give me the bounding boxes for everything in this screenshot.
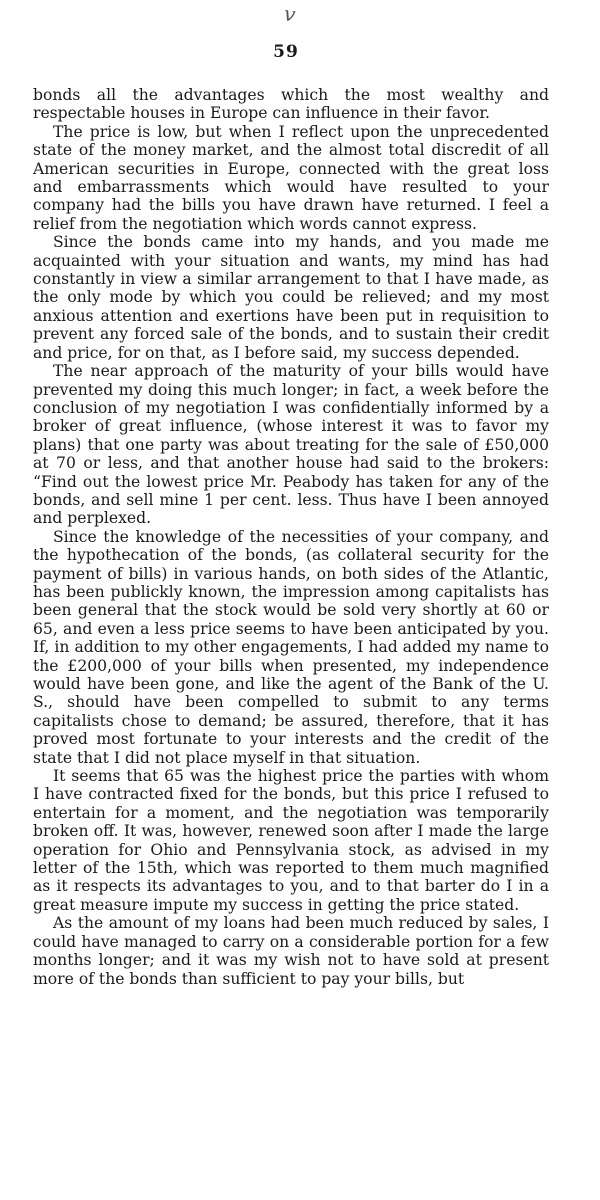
paragraph: Since the bonds came into my hands, and you made me acquainted with your situation and wants, my mind has had constantly in view a similar arrangement to that I have made, as the only mode by which you could be relieved; and my most anxious attention and exertions have been put in requisition to prevent any forced sale of the bonds, and to sustain their credit and price, for on that, as I before said, my success depended.: [33, 233, 549, 362]
paragraph: Since the knowledge of the necessities of your company, and the hypothecation of the bonds, (as collateral security for the payment of bills) in various hands, on both sides of the Atlantic, has been publickly known, the impression among capitalists has been general that the stock would be sold very shortly at 60 or 65, and even a less price seems to have been anticipated by you. If, in addition to my other engagements, I had added my name to the £200,000 of your bills when presented, my independence would have been gone, and like the agent of the Bank of the U. S., should have been compelled to submit to any terms capitalists chose to demand; be assured, therefore, that it has proved most fortunate to your interests and the credit of the state that I did not place myself in that situation.: [33, 527, 549, 767]
paragraph: It seems that 65 was the highest price the parties with whom I have contracted fixed for the bonds, but this price I refused to entertain for a moment, and the negotiation was temporarily broken off. It was, however, renewed soon after I made the large operation for Ohio and Pennsylvania stock, as advised in my letter of the 15th, which was reported to them much magnified as it respects its advantages to you, and to that barter do I in a great measure impute my success in getting the price stated.: [33, 767, 549, 914]
paragraph-continuation: bonds all the advantages which the most wealthy and respectable houses in Europe can influence in their favor.: [33, 86, 549, 123]
paragraph: As the amount of my loans had been much reduced by sales, I could have managed to carry on a considerable portion for a few months longer; and it was my wish not to have sold at present more of the bonds than sufficient to pay your bills, but: [33, 914, 549, 988]
page-number: 59: [273, 42, 299, 62]
handwritten-mark: v: [282, 1, 297, 27]
body-text: [33, 86, 549, 988]
paragraph: The price is low, but when I reflect upon the unprecedented state of the money market, and the almost total discredit of all American securities in Europe, connected with the great loss and embarrassments which would have resulted to your company had the bills you have drawn have returned. I feel a relief from the negotiation which words cannot express.: [33, 122, 549, 233]
paragraph: The near approach of the maturity of your bills would have prevented my doing this much longer; in fact, a week before the conclusion of my negotiation I was confidentially informed by a broker of great influence, (whose interest it was to favor my plans) that one party was about treating for the sale of £50,000 at 70 or less, and that another house had said to the brokers: “Find out the lowest price Mr. Peabody has taken for any of the bonds, and sell mine 1 per cent. less. Thus have I been annoyed and perplexed.: [33, 362, 549, 528]
